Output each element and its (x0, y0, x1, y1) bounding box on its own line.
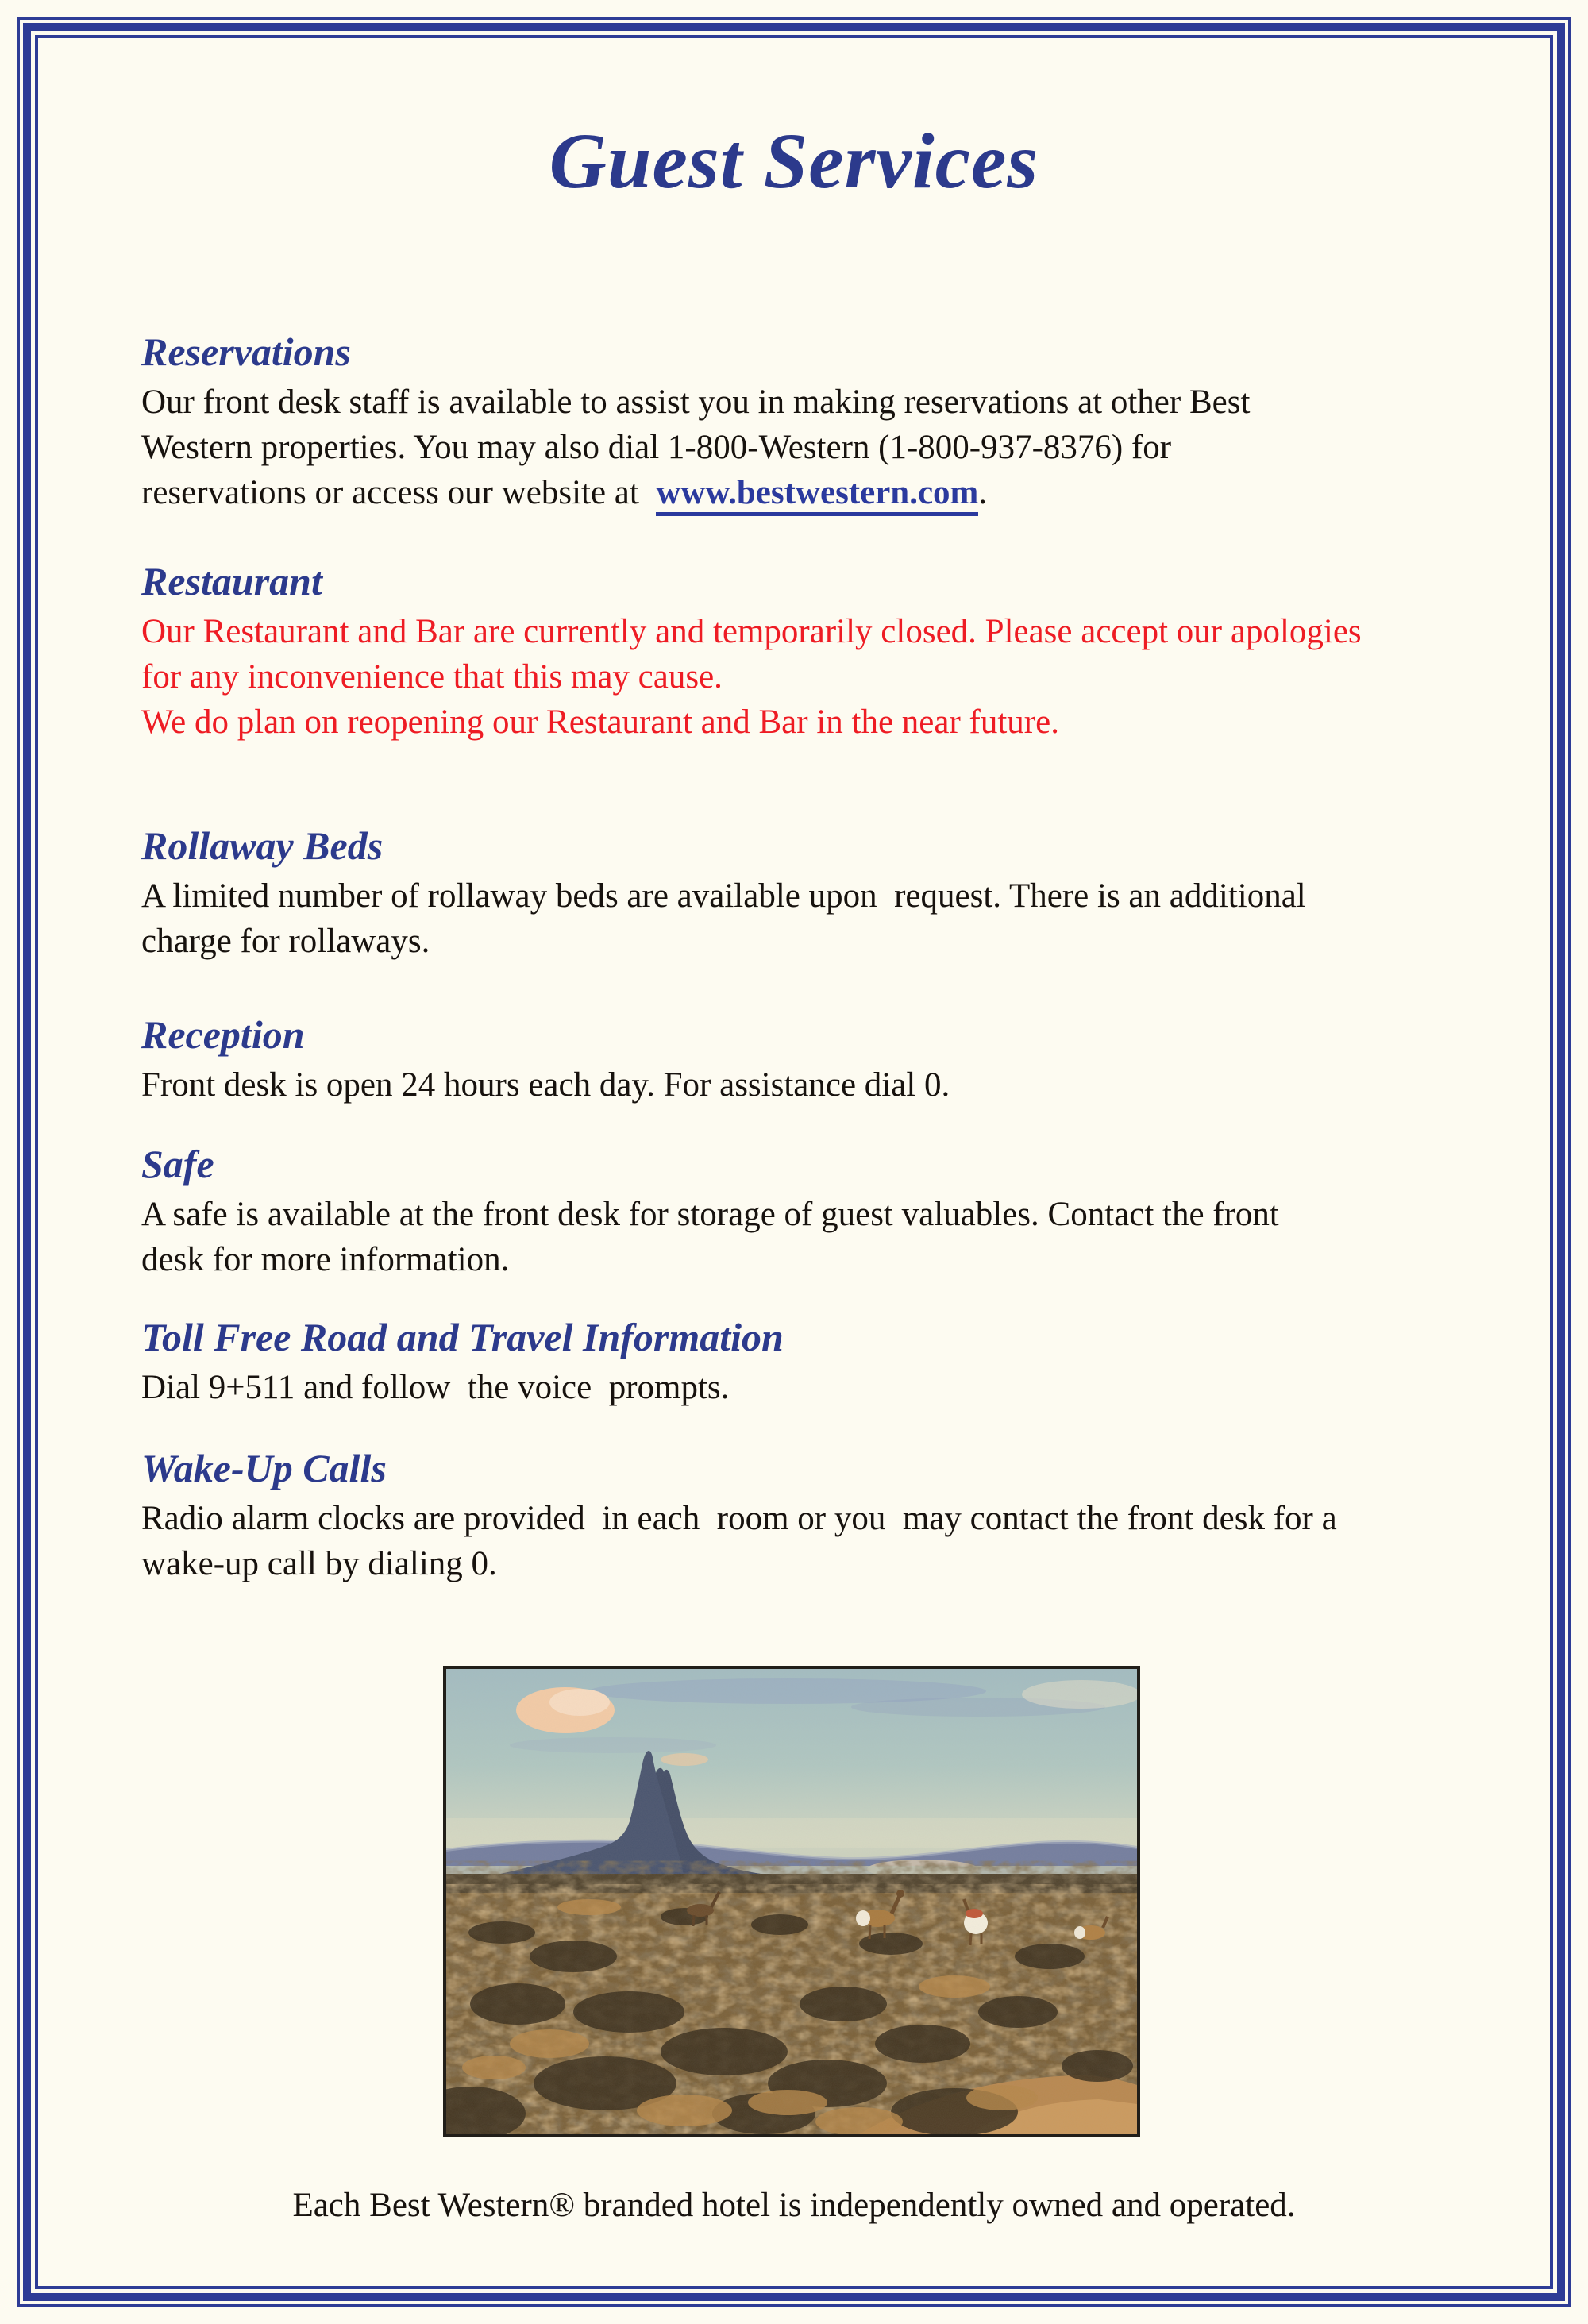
page-title: Guest Services (549, 117, 1039, 205)
section-heading-toll-free: Toll Free Road and Travel Information (141, 1315, 784, 1359)
body-line: A safe is available at the front desk for storage of guest valuables. Contact the front (141, 1196, 1279, 1233)
body-line: charge for rollaways. (141, 923, 430, 960)
document-content (0, 118, 1588, 2226)
photo-grain (446, 1669, 1137, 2134)
section-body (141, 609, 1469, 745)
alert-line: for any inconvenience that this may cause. (141, 658, 723, 696)
body-line: Front desk is open 24 hours each day. For assistance dial 0. (141, 1066, 950, 1104)
body-line: desk for more information. (141, 1241, 510, 1278)
section-body (141, 1365, 1469, 1410)
section-heading-restaurant: Restaurant (141, 559, 322, 603)
footer-disclaimer: Each Best Western® branded hotel is independently owned and operated. (292, 2187, 1296, 2224)
section-heading-wake-up-calls: Wake-Up Calls (141, 1446, 387, 1490)
section-reception (141, 1012, 1469, 1108)
section-restaurant (141, 558, 1469, 745)
section-reservations (141, 329, 1469, 515)
section-rollaway-beds (141, 823, 1469, 964)
alert-line: We do plan on reopening our Restaurant and Bar in the near future. (141, 703, 1059, 741)
body-text: reservations or access our website at (141, 474, 657, 511)
body-line: Dial 9+511 and follow the voice prompts. (141, 1369, 730, 1406)
body-line: Our front desk staff is available to assist you in making reservations at other Best (141, 383, 1251, 421)
section-heading-reception: Reception (141, 1012, 305, 1057)
section-heading-reservations: Reservations (141, 330, 351, 374)
section-body (141, 1192, 1469, 1282)
body-text: . (978, 474, 988, 511)
section-toll-free-road-travel-info (141, 1314, 1469, 1410)
section-body (141, 1496, 1469, 1586)
bestwestern-website-link[interactable]: www.bestwestern.com (656, 474, 978, 516)
body-line: A limited number of rollaway beds are available upon request. There is an additional (141, 877, 1306, 915)
section-body (141, 1062, 1469, 1108)
section-heading-rollaway-beds: Rollaway Beds (141, 823, 384, 868)
body-line: Radio alarm clocks are provided in each room or you may contact the front desk for a (141, 1500, 1337, 1537)
section-body (141, 380, 1469, 515)
section-wake-up-calls (141, 1445, 1469, 1586)
desert-photo-illustration (446, 1669, 1137, 2134)
section-safe (141, 1141, 1469, 1282)
body-line (141, 470, 1469, 515)
section-heading-safe: Safe (141, 1142, 214, 1186)
body-line: Western properties. You may also dial 1-800-Western (1-800-937-8376) for (141, 429, 1172, 466)
desert-landscape-photo (443, 1666, 1140, 2137)
section-body (141, 873, 1469, 964)
alert-line: Our Restaurant and Bar are currently and temporarily closed. Please accept our apologies (141, 613, 1362, 650)
body-line: wake-up call by dialing 0. (141, 1545, 497, 1582)
